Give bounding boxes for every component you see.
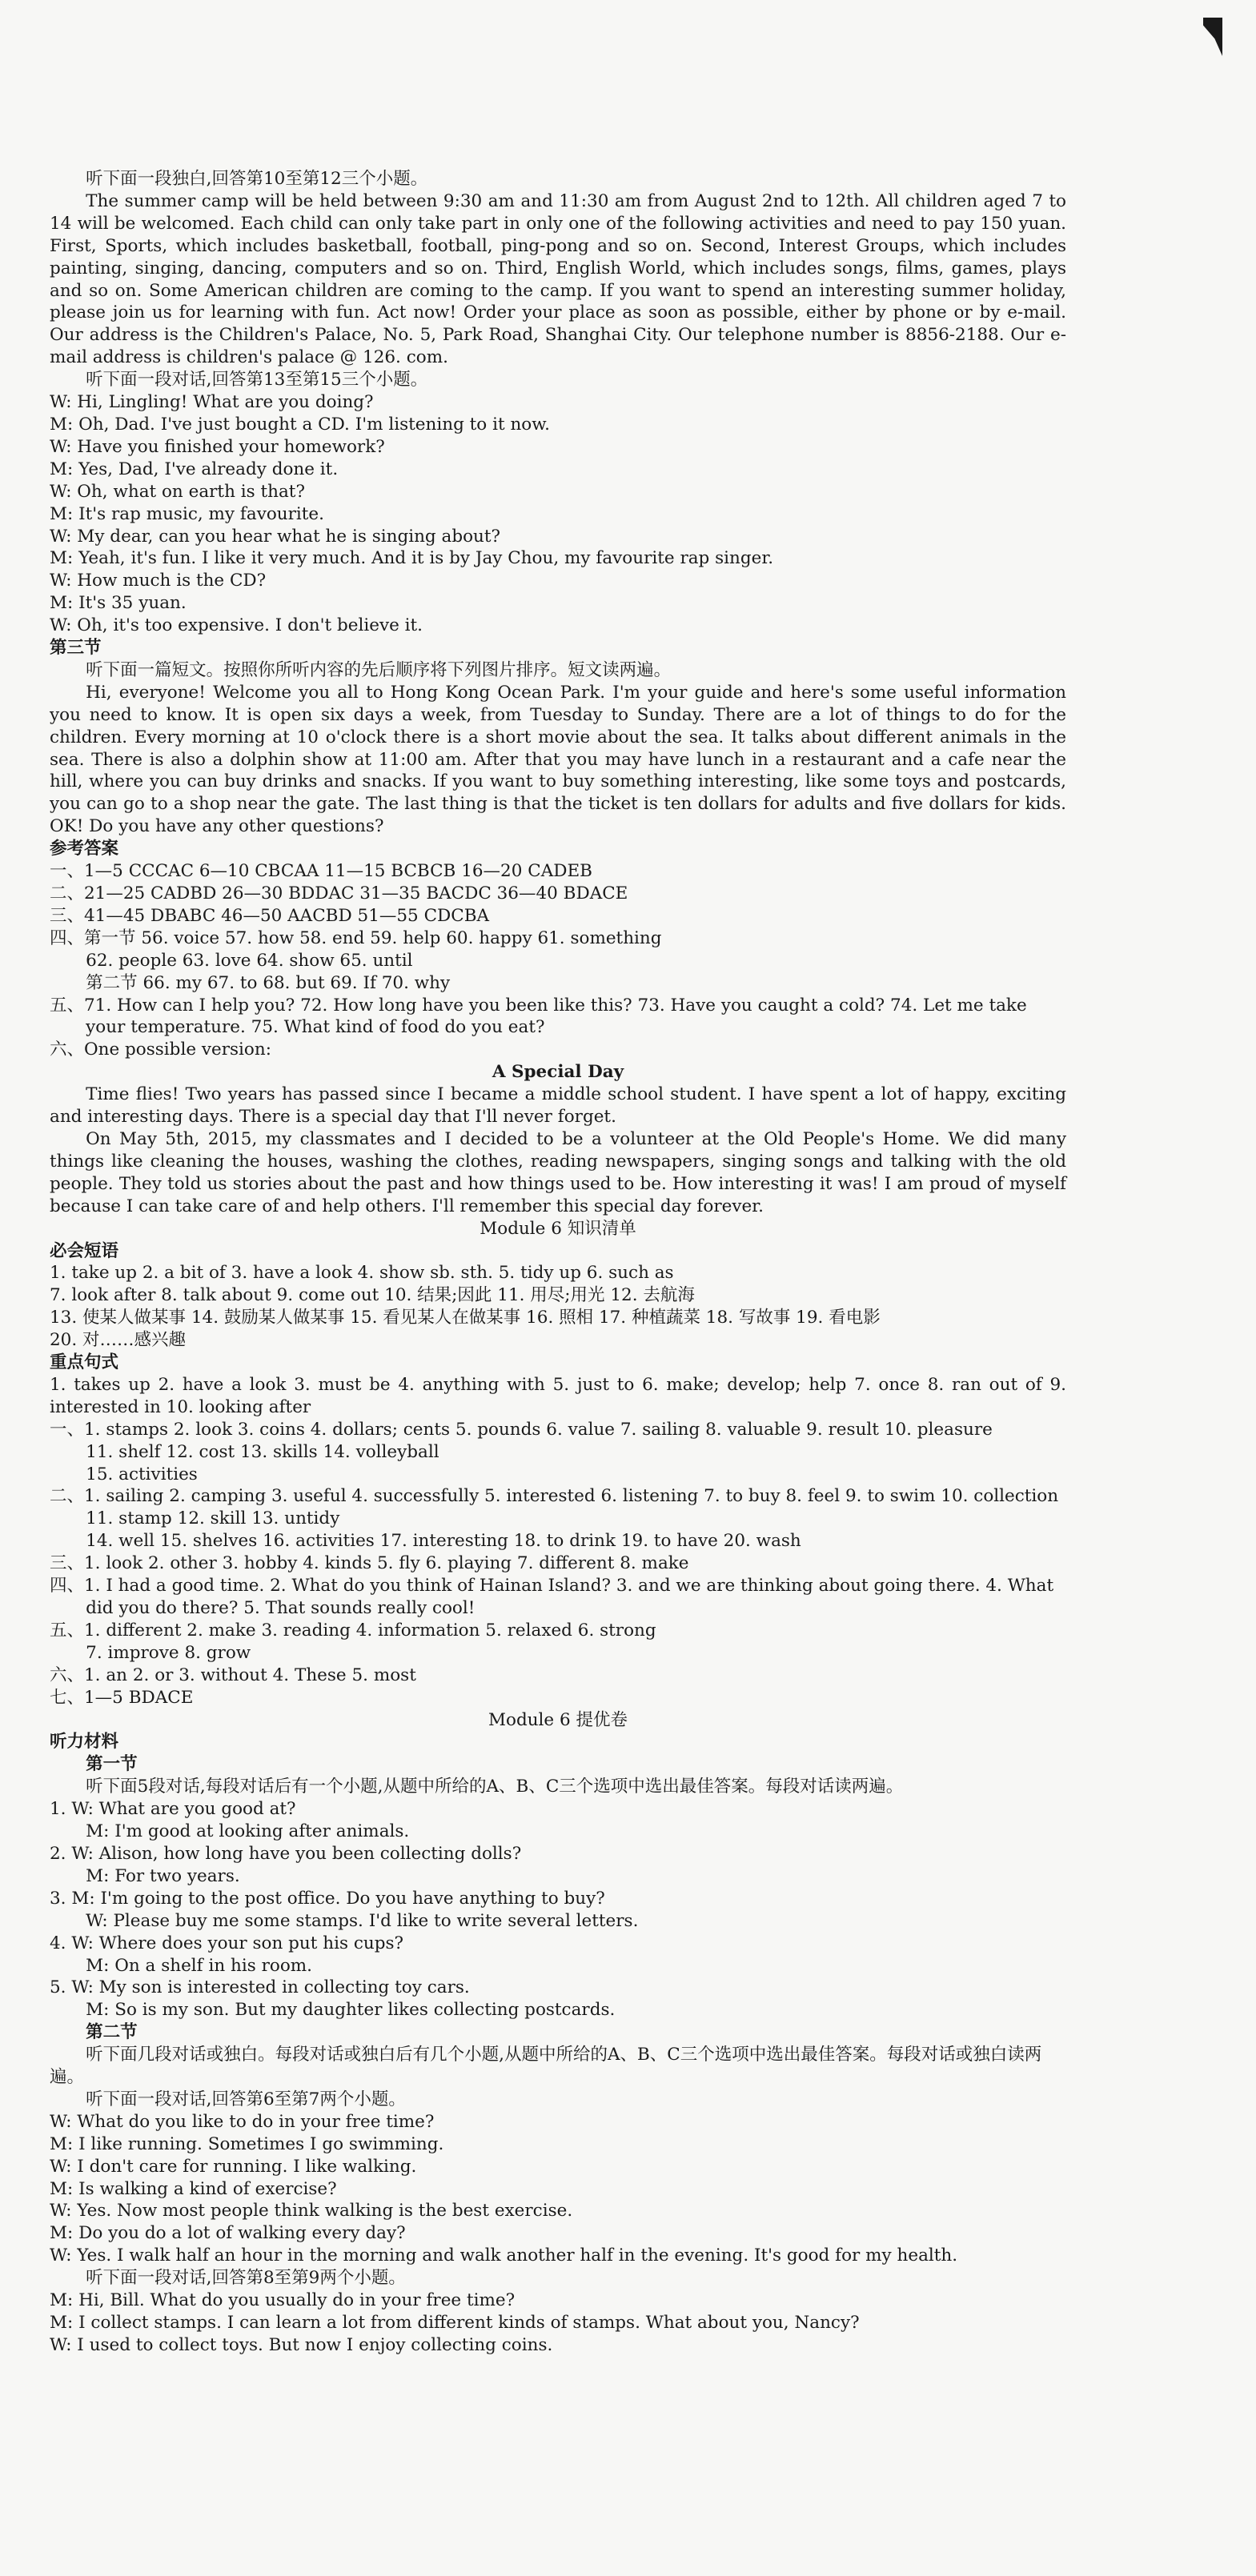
page-corner-mark: [1203, 18, 1222, 56]
text-line: 六、One possible version:: [50, 1040, 271, 1060]
text-line: M: I like running. Sometimes I go swimming.: [50, 2133, 444, 2154]
text-line: 第二节: [86, 2022, 138, 2043]
text-line: 听下面一篇短文。按照你所听内容的先后顺序将下列图片排序。短文读两遍。: [86, 659, 672, 680]
text-line: 五、71. How can I help you? 72. How long have you been like this? 73. Have you caught a cold? 74. Let me take your temperature. 75. What kind of food do you eat?: [50, 995, 1027, 1038]
text-line: 听下面一段对话,回答第8至第9两个小题。: [86, 2268, 406, 2289]
text-line: 7. look after 8. talk about 9. come out 10. 结果;因此 11. 用尽;用光 12. 去航海: [50, 1285, 695, 1306]
text-line: 62. people 63. love 64. show 65. until: [86, 950, 413, 971]
text-line: 七、1—5 BDACE: [50, 1687, 194, 1708]
text-line: M: On a shelf in his room.: [86, 1955, 312, 1976]
text-line: M: Yeah, it's fun. I like it very much. And it is by Jay Chou, my favourite rap singer.: [50, 548, 774, 569]
text-line: M: I collect stamps. I can learn a lot from different kinds of stamps. What about you, Nancy?: [50, 2313, 860, 2333]
text-line: W: Hi, Lingling! What are you doing?: [50, 392, 374, 413]
text-line: M: For two years.: [86, 1865, 240, 1886]
text-line: 听下面5段对话,每段对话后有一个小题,从题中所给的A、B、C三个选项中选出最佳答案。每段对话读两遍。: [86, 1777, 904, 1797]
text-line: W: Have you finished your homework?: [50, 436, 385, 457]
text-line: M: It's rap music, my favourite.: [50, 503, 324, 524]
text-line: W: Please buy me some stamps. I'd like to write several letters.: [86, 1910, 639, 1931]
text-line: 听下面几段对话或独白。每段对话或独白后有几个小题,从题中所给的A、B、C三个选项中选出最佳答案。每段对话或独白读两遍。: [50, 2045, 1042, 2088]
text-line: W: I don't care for running. I like walking.: [50, 2156, 417, 2177]
text-line: 7. improve 8. grow: [86, 1642, 251, 1663]
text-line: W: How much is the CD?: [50, 571, 267, 591]
text-line: W: I used to collect toys. But now I enjoy collecting coins.: [50, 2334, 553, 2355]
text-line: 重点句式: [50, 1352, 119, 1373]
text-line: M: It's 35 yuan.: [50, 593, 187, 614]
text-line: M: Is walking a kind of exercise?: [50, 2178, 337, 2199]
text-line: 15. activities: [86, 1464, 198, 1484]
text-line: 四、1. I had a good time. 2. What do you think of Hainan Island? 3. and we are thinking about going there. 4. What did you do there? 5. That sounds really cool!: [50, 1576, 1054, 1618]
text-line: 五、1. different 2. make 3. reading 4. information 5. relaxed 6. strong: [50, 1620, 656, 1641]
text-line: 参考答案: [50, 839, 119, 859]
text-line: M: Yes, Dad, I've already done it.: [50, 459, 339, 479]
text-line: On May 5th, 2015, my classmates and I decided to be a volunteer at the Old People's Home. We did many things like cleaning the houses, washing the clothes, reading newspapers, singing songs and talking with the old people. They told us stories about the past and how things used to be. How interesting it was! I am proud of myself because I can take care of and help others. I'll remember this special day forever.: [50, 1128, 1066, 1216]
text-line: Module 6 提优卷: [488, 1709, 628, 1730]
text-line: 1. take up 2. a bit of 3. have a look 4. show sb. sth. 5. tidy up 6. such as: [50, 1263, 674, 1284]
text-line: 四、第一节 56. voice 57. how 58. end 59. help 60. happy 61. something: [50, 927, 662, 948]
text-line: Hi, everyone! Welcome you all to Hong Kong Ocean Park. I'm your guide and here's some useful information you need to know. It is open six days a week, from Tuesday to Sunday. There are a lot of things to do for the children. Every morning at 10 o'clock there is a short movie about the sea. It talks about different animals in the sea. There is also a dolphin show at 11:00 am. After that you may have lunch in a restaurant and a cafe near the hill, where you can buy drinks and snacks. If you want to buy something interesting, like some toys and postcards, you can go to a shop near the gate. The last thing is that the ticket is ten dollars for adults and five dollars for kids. OK! Do you have any other questions?: [50, 682, 1066, 837]
text-line: 3. M: I'm going to the post office. Do you have anything to buy?: [50, 1888, 605, 1909]
text-line: 第三节: [50, 638, 102, 659]
text-line: W: Oh, it's too expensive. I don't believe it.: [50, 615, 423, 636]
text-line: 1. W: What are you good at?: [50, 1799, 296, 1820]
answer-key-page: [50, 168, 1066, 2357]
text-line: The summer camp will be held between 9:30 am and 11:30 am from August 2nd to 12th. All children aged 7 to 14 will be welcomed. Each child can only take part in only one of the following activities and need to pay 150 yuan. First, Sports, which includes basketball, football, ping-pong and so on. Second, Interest Groups, which includes painting, singing, dancing, computers and so on. Third, English World, which includes songs, films, games, plays and so on. Some American children are coming to the camp. If you want to spend an interesting summer holiday, please join us for learning with fun. Act now! Order your place as soon as possible, either by phone or by e-mail. Our address is the Children's Palace, No. 5, Park Road, Shanghai City. Our telephone number is 8856-2188. Our e-mail address is children's palace @ 126. com.: [50, 190, 1066, 368]
text-line: 听下面一段独白,回答第10至第12三个小题。: [86, 169, 428, 189]
text-line: M: I'm good at looking after animals.: [86, 1821, 410, 1842]
text-line: 听下面一段对话,回答第6至第7两个小题。: [86, 2089, 406, 2109]
text-line: A Special Day: [492, 1062, 624, 1083]
text-line: 第一节: [86, 1754, 138, 1775]
text-line: M: Oh, Dad. I've just bought a CD. I'm listening to it now.: [50, 414, 550, 435]
text-line: 2. W: Alison, how long have you been collecting dolls?: [50, 1843, 522, 1864]
text-line: 20. 对……感兴趣: [50, 1330, 187, 1351]
text-line: M: Do you do a lot of walking every day?: [50, 2223, 406, 2244]
text-line: 六、1. an 2. or 3. without 4. These 5. most: [50, 1665, 416, 1685]
text-line: 11. shelf 12. cost 13. skills 14. volleyball: [86, 1441, 439, 1462]
text-line: 第二节 66. my 67. to 68. but 69. If 70. why: [86, 972, 451, 993]
text-line: 14. well 15. shelves 16. activities 17. interesting 18. to drink 19. to have 20. wash: [86, 1531, 801, 1552]
text-line: Module 6 知识清单: [480, 1218, 636, 1239]
text-line: 5. W: My son is interested in collecting toy cars.: [50, 1977, 470, 1998]
text-line: 二、21—25 CADBD 26—30 BDDAC 31—35 BACDC 36—40 BDACE: [50, 883, 628, 903]
text-line: 13. 使某人做某事 14. 鼓励某人做某事 15. 看见某人在做某事 16. 照相 17. 种植蔬菜 18. 写故事 19. 看电影: [50, 1308, 881, 1328]
text-line: W: Yes. I walk half an hour in the morning and walk another half in the evening. It's good for my health.: [50, 2245, 958, 2266]
text-line: 三、1. look 2. other 3. hobby 4. kinds 5. fly 6. playing 7. different 8. make: [50, 1553, 689, 1574]
text-line: 一、1. stamps 2. look 3. coins 4. dollars; cents 5. pounds 6. value 7. sailing 8. valuable 9. result 10. pleasure: [50, 1419, 993, 1440]
text-line: W: Oh, what on earth is that?: [50, 481, 305, 502]
text-line: W: What do you like to do in your free time?: [50, 2111, 435, 2132]
text-line: 听力材料: [50, 1732, 119, 1753]
text-line: 必会短语: [50, 1240, 119, 1261]
text-line: Time flies! Two years has passed since I became a middle school student. I have spent a lot of happy, exciting and interesting days. There is a special day that I'll never forget.: [50, 1084, 1066, 1128]
text-line: 1. takes up 2. have a look 3. must be 4. anything with 5. just to 6. make; develop; help 7. once 8. ran out of 9. interested in 10. looking after: [50, 1374, 1066, 1417]
text-line: 三、41—45 DBABC 46—50 AACBD 51—55 CDCBA: [50, 905, 490, 926]
text-line: W: My dear, can you hear what he is singing about?: [50, 526, 501, 547]
text-line: 4. W: Where does your son put his cups?: [50, 1933, 404, 1953]
text-line: W: Yes. Now most people think walking is the best exercise.: [50, 2201, 573, 2221]
text-line: 二、1. sailing 2. camping 3. useful 4. successfully 5. interested 6. listening 7. to buy 8. feel 9. to swim 10. collection 11. stamp 12. skill 13. untidy: [50, 1486, 1059, 1529]
text-line: M: So is my son. But my daughter likes collecting postcards.: [86, 2000, 616, 2021]
text-line: 一、1—5 CCCAC 6—10 CBCAA 11—15 BCBCB 16—20 CADEB: [50, 861, 592, 882]
text-line: M: Hi, Bill. What do you usually do in your free time?: [50, 2290, 516, 2311]
text-line: 听下面一段对话,回答第13至第15三个小题。: [86, 370, 428, 391]
